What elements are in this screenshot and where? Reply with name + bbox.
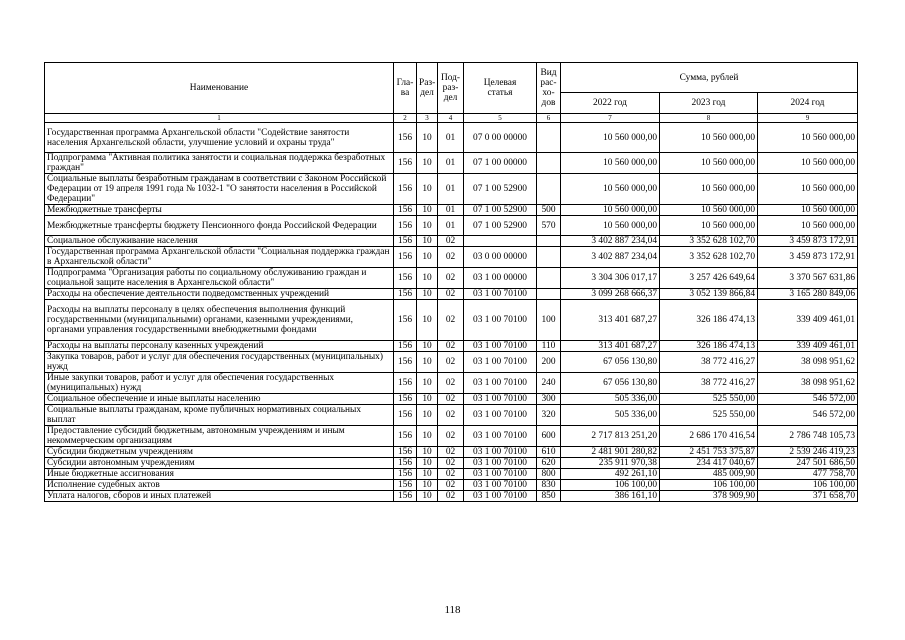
- header-2024: 2024 год: [758, 93, 858, 114]
- row-podrazdel: 02: [438, 480, 464, 491]
- row-glava: 156: [394, 247, 417, 268]
- table-row: [45, 469, 858, 480]
- row-podrazdel: 02: [438, 405, 464, 426]
- row-target: 03 1 00 70100: [464, 352, 537, 373]
- row-vid: [537, 247, 561, 268]
- row-target: 03 0 00 00000: [464, 247, 537, 268]
- table-row: [45, 289, 858, 300]
- table-row: [45, 236, 858, 247]
- table-row: [45, 394, 858, 405]
- row-sum-2023: 3 257 426 649,64: [660, 268, 758, 289]
- row-razdel: 10: [417, 205, 438, 216]
- row-vid: 100: [537, 300, 561, 341]
- column-number-row: [45, 114, 858, 123]
- row-name: Уплата налогов, сборов и иных платежей: [45, 491, 394, 502]
- row-razdel: 10: [417, 289, 438, 300]
- header-name: Наименование: [45, 63, 394, 114]
- row-vid: 570: [537, 216, 561, 236]
- header-razdel: Раз- дел: [417, 63, 438, 114]
- row-name: Исполнение судебных актов: [45, 480, 394, 491]
- row-sum-2024: 3 165 280 849,06: [758, 289, 858, 300]
- row-name: Межбюджетные трансферты бюджету Пенсионного фонда Российской Федерации: [45, 216, 394, 236]
- row-sum-2022: 3 402 887 234,04: [561, 247, 660, 268]
- row-sum-2023: 10 560 000,00: [660, 205, 758, 216]
- row-razdel: 10: [417, 123, 438, 153]
- row-vid: [537, 268, 561, 289]
- row-glava: 156: [394, 174, 417, 205]
- header-vid: Вид рас- хо- дов: [537, 63, 561, 114]
- row-razdel: 10: [417, 216, 438, 236]
- table-row: [45, 153, 858, 174]
- row-podrazdel: 02: [438, 247, 464, 268]
- row-sum-2023: 3 052 139 866,84: [660, 289, 758, 300]
- row-sum-2022: 10 560 000,00: [561, 216, 660, 236]
- row-vid: 620: [537, 458, 561, 469]
- row-target: 03 1 00 70100: [464, 491, 537, 502]
- row-sum-2024: 106 100,00: [758, 480, 858, 491]
- row-podrazdel: 02: [438, 352, 464, 373]
- row-glava: 156: [394, 394, 417, 405]
- row-podrazdel: 02: [438, 236, 464, 247]
- table-row: [45, 426, 858, 447]
- row-target: 03 1 00 70100: [464, 394, 537, 405]
- row-name: Расходы на обеспечение деятельности подведомственных учреждений: [45, 289, 394, 300]
- column-number: 7: [561, 114, 660, 123]
- page-number: 118: [444, 604, 461, 616]
- row-name: Расходы на выплаты персоналу в целях обеспечения выполнения функций государственными (муниципальными) органами, казенными учреждениями, органами управления государственными внебюджетными фондами: [45, 300, 394, 341]
- row-sum-2023: 326 186 474,13: [660, 341, 758, 352]
- row-name: Социальное обеспечение и иные выплаты населению: [45, 394, 394, 405]
- column-number: 5: [464, 114, 537, 123]
- budget-table-body: [45, 123, 858, 502]
- row-target: 03 1 00 70100: [464, 373, 537, 394]
- row-vid: 110: [537, 341, 561, 352]
- row-razdel: 10: [417, 373, 438, 394]
- row-sum-2024: 3 459 873 172,91: [758, 236, 858, 247]
- row-sum-2024: 247 501 686,50: [758, 458, 858, 469]
- row-sum-2023: 10 560 000,00: [660, 153, 758, 174]
- row-razdel: 10: [417, 352, 438, 373]
- row-glava: 156: [394, 373, 417, 394]
- row-target: 03 1 00 70100: [464, 458, 537, 469]
- row-glava: 156: [394, 153, 417, 174]
- row-sum-2023: 326 186 474,13: [660, 300, 758, 341]
- row-target: 03 1 00 70100: [464, 469, 537, 480]
- row-razdel: 10: [417, 236, 438, 247]
- header-podrazdel: Под- раз- дел: [438, 63, 464, 114]
- row-sum-2022: 492 261,10: [561, 469, 660, 480]
- table-row: [45, 480, 858, 491]
- row-target: 07 1 00 52900: [464, 205, 537, 216]
- row-sum-2022: 106 100,00: [561, 480, 660, 491]
- row-name: Государственная программа Архангельской области "Содействие занятости населения Архангельской области, улучшение условий и охраны труда": [45, 123, 394, 153]
- row-razdel: 10: [417, 341, 438, 352]
- row-sum-2024: 339 409 461,01: [758, 341, 858, 352]
- row-sum-2022: 3 099 268 666,37: [561, 289, 660, 300]
- row-target: 03 1 00 70100: [464, 289, 537, 300]
- row-sum-2023: 378 909,90: [660, 491, 758, 502]
- row-name: Социальные выплаты гражданам, кроме публичных нормативных социальных выплат: [45, 405, 394, 426]
- row-razdel: 10: [417, 491, 438, 502]
- row-sum-2023: 485 009,90: [660, 469, 758, 480]
- table-row: [45, 300, 858, 341]
- row-sum-2023: 10 560 000,00: [660, 123, 758, 153]
- row-sum-2024: 10 560 000,00: [758, 123, 858, 153]
- row-glava: 156: [394, 352, 417, 373]
- row-sum-2022: 235 911 970,38: [561, 458, 660, 469]
- row-name: Социальные выплаты безработным гражданам в соответствии с Законом Российской Федерации от 19 апреля 1991 года № 1032-1 "О занятости населения в Российской Федерации": [45, 174, 394, 205]
- row-glava: 156: [394, 123, 417, 153]
- row-glava: 156: [394, 458, 417, 469]
- column-number: 2: [394, 114, 417, 123]
- row-razdel: 10: [417, 174, 438, 205]
- row-glava: 156: [394, 268, 417, 289]
- row-sum-2023: 525 550,00: [660, 394, 758, 405]
- row-vid: 610: [537, 447, 561, 458]
- row-podrazdel: 01: [438, 205, 464, 216]
- row-podrazdel: 02: [438, 289, 464, 300]
- row-sum-2023: 234 417 040,67: [660, 458, 758, 469]
- table-row: [45, 268, 858, 289]
- table-row: [45, 373, 858, 394]
- row-glava: 156: [394, 289, 417, 300]
- column-number: 3: [417, 114, 438, 123]
- row-name: Подпрограмма "Организация работы по социальному обслуживанию граждан и социальной защите населения в Архангельской области": [45, 268, 394, 289]
- row-name: Государственная программа Архангельской области "Социальная поддержка граждан в Архангельской области": [45, 247, 394, 268]
- row-podrazdel: 01: [438, 123, 464, 153]
- column-number: 8: [660, 114, 758, 123]
- row-sum-2024: 3 370 567 631,86: [758, 268, 858, 289]
- row-name: Иные бюджетные ассигнования: [45, 469, 394, 480]
- row-sum-2022: 3 304 306 017,17: [561, 268, 660, 289]
- row-sum-2023: 3 352 628 102,70: [660, 236, 758, 247]
- row-sum-2022: 10 560 000,00: [561, 205, 660, 216]
- row-podrazdel: 02: [438, 341, 464, 352]
- row-podrazdel: 01: [438, 153, 464, 174]
- table-row: [45, 205, 858, 216]
- row-name: Предоставление субсидий бюджетным, автономным учреждениям и иным некоммерческим организациям: [45, 426, 394, 447]
- row-sum-2022: 2 481 901 280,82: [561, 447, 660, 458]
- row-razdel: 10: [417, 300, 438, 341]
- row-vid: 850: [537, 491, 561, 502]
- row-sum-2022: 313 401 687,27: [561, 300, 660, 341]
- row-sum-2024: 2 539 246 419,23: [758, 447, 858, 458]
- column-number: 9: [758, 114, 858, 123]
- row-sum-2024: 546 572,00: [758, 394, 858, 405]
- row-vid: 320: [537, 405, 561, 426]
- row-name: Социальное обслуживание населения: [45, 236, 394, 247]
- row-vid: 200: [537, 352, 561, 373]
- table-row: [45, 491, 858, 502]
- row-vid: 800: [537, 469, 561, 480]
- row-razdel: 10: [417, 426, 438, 447]
- row-razdel: 10: [417, 469, 438, 480]
- row-name: Межбюджетные трансферты: [45, 205, 394, 216]
- row-target: 03 1 00 70100: [464, 405, 537, 426]
- row-glava: 156: [394, 405, 417, 426]
- row-razdel: 10: [417, 153, 438, 174]
- row-name: Закупка товаров, работ и услуг для обеспечения государственных (муниципальных) нужд: [45, 352, 394, 373]
- row-sum-2022: 67 056 130,80: [561, 373, 660, 394]
- row-vid: [537, 174, 561, 205]
- row-razdel: 10: [417, 480, 438, 491]
- row-podrazdel: 02: [438, 300, 464, 341]
- row-glava: 156: [394, 491, 417, 502]
- row-vid: 830: [537, 480, 561, 491]
- row-podrazdel: 02: [438, 491, 464, 502]
- row-sum-2022: 505 336,00: [561, 394, 660, 405]
- header-2023: 2023 год: [660, 93, 758, 114]
- row-sum-2023: 2 451 753 375,87: [660, 447, 758, 458]
- row-glava: 156: [394, 236, 417, 247]
- table-row: [45, 341, 858, 352]
- row-sum-2022: 2 717 813 251,20: [561, 426, 660, 447]
- row-podrazdel: 02: [438, 458, 464, 469]
- row-glava: 156: [394, 469, 417, 480]
- row-sum-2023: 38 772 416,27: [660, 352, 758, 373]
- table-row: [45, 447, 858, 458]
- row-razdel: 10: [417, 394, 438, 405]
- table-row: [45, 123, 858, 153]
- row-target: 03 1 00 70100: [464, 341, 537, 352]
- row-sum-2024: 38 098 951,62: [758, 352, 858, 373]
- row-sum-2022: 10 560 000,00: [561, 123, 660, 153]
- row-name: Подпрограмма "Активная политика занятости и социальная поддержка безработных граждан": [45, 153, 394, 174]
- table-row: [45, 352, 858, 373]
- row-vid: [537, 153, 561, 174]
- row-vid: 240: [537, 373, 561, 394]
- row-target: 07 1 00 52900: [464, 174, 537, 205]
- row-sum-2024: 38 098 951,62: [758, 373, 858, 394]
- row-glava: 156: [394, 205, 417, 216]
- row-sum-2024: 546 572,00: [758, 405, 858, 426]
- budget-table: [44, 62, 858, 502]
- row-sum-2022: 67 056 130,80: [561, 352, 660, 373]
- row-sum-2022: 10 560 000,00: [561, 174, 660, 205]
- row-podrazdel: 02: [438, 394, 464, 405]
- row-name: Субсидии бюджетным учреждениям: [45, 447, 394, 458]
- table-row: [45, 458, 858, 469]
- row-podrazdel: 02: [438, 426, 464, 447]
- row-sum-2024: 2 786 748 105,73: [758, 426, 858, 447]
- row-podrazdel: 02: [438, 373, 464, 394]
- header-glava: Гла- ва: [394, 63, 417, 114]
- row-target: 03 1 00 70100: [464, 300, 537, 341]
- table-row: [45, 174, 858, 205]
- row-target: 03 1 00 70100: [464, 447, 537, 458]
- row-target: 07 1 00 00000: [464, 153, 537, 174]
- row-glava: 156: [394, 480, 417, 491]
- row-vid: [537, 289, 561, 300]
- row-sum-2024: 3 459 873 172,91: [758, 247, 858, 268]
- row-glava: 156: [394, 447, 417, 458]
- row-sum-2024: 10 560 000,00: [758, 153, 858, 174]
- row-sum-2023: 10 560 000,00: [660, 216, 758, 236]
- row-podrazdel: 02: [438, 447, 464, 458]
- row-podrazdel: 01: [438, 174, 464, 205]
- row-razdel: 10: [417, 447, 438, 458]
- row-sum-2024: 10 560 000,00: [758, 205, 858, 216]
- row-sum-2023: 525 550,00: [660, 405, 758, 426]
- header-sum: Сумма, рублей: [561, 63, 858, 93]
- row-podrazdel: 02: [438, 268, 464, 289]
- row-target: [464, 236, 537, 247]
- row-name: Расходы на выплаты персоналу казенных учреждений: [45, 341, 394, 352]
- row-sum-2022: 313 401 687,27: [561, 341, 660, 352]
- row-sum-2023: 10 560 000,00: [660, 174, 758, 205]
- row-vid: [537, 123, 561, 153]
- row-target: 03 1 00 00000: [464, 268, 537, 289]
- row-name: Субсидии автономным учреждениям: [45, 458, 394, 469]
- row-target: 03 1 00 70100: [464, 480, 537, 491]
- row-sum-2024: 10 560 000,00: [758, 216, 858, 236]
- row-target: 07 1 00 52900: [464, 216, 537, 236]
- table-row: [45, 216, 858, 236]
- row-sum-2024: 10 560 000,00: [758, 174, 858, 205]
- row-target: 07 0 00 00000: [464, 123, 537, 153]
- row-razdel: 10: [417, 458, 438, 469]
- row-razdel: 10: [417, 268, 438, 289]
- row-sum-2023: 38 772 416,27: [660, 373, 758, 394]
- column-number: 6: [537, 114, 561, 123]
- row-glava: 156: [394, 341, 417, 352]
- row-sum-2024: 339 409 461,01: [758, 300, 858, 341]
- row-razdel: 10: [417, 247, 438, 268]
- column-number: 1: [45, 114, 394, 123]
- row-target: 03 1 00 70100: [464, 426, 537, 447]
- table-row: [45, 405, 858, 426]
- row-sum-2024: 371 658,70: [758, 491, 858, 502]
- column-number: 4: [438, 114, 464, 123]
- row-podrazdel: 02: [438, 469, 464, 480]
- row-sum-2024: 477 758,70: [758, 469, 858, 480]
- header-2022: 2022 год: [561, 93, 660, 114]
- row-podrazdel: 01: [438, 216, 464, 236]
- row-sum-2022: 3 402 887 234,04: [561, 236, 660, 247]
- row-name: Иные закупки товаров, работ и услуг для обеспечения государственных (муниципальных) нужд: [45, 373, 394, 394]
- row-vid: [537, 236, 561, 247]
- header-target: Целевая статья: [464, 63, 537, 114]
- row-glava: 156: [394, 300, 417, 341]
- row-sum-2022: 386 161,10: [561, 491, 660, 502]
- table-row: [45, 247, 858, 268]
- row-sum-2023: 106 100,00: [660, 480, 758, 491]
- row-sum-2023: 3 352 628 102,70: [660, 247, 758, 268]
- row-vid: 300: [537, 394, 561, 405]
- row-glava: 156: [394, 216, 417, 236]
- row-razdel: 10: [417, 405, 438, 426]
- row-sum-2023: 2 686 170 416,54: [660, 426, 758, 447]
- row-vid: 600: [537, 426, 561, 447]
- row-glava: 156: [394, 426, 417, 447]
- row-sum-2022: 10 560 000,00: [561, 153, 660, 174]
- row-vid: 500: [537, 205, 561, 216]
- row-sum-2022: 505 336,00: [561, 405, 660, 426]
